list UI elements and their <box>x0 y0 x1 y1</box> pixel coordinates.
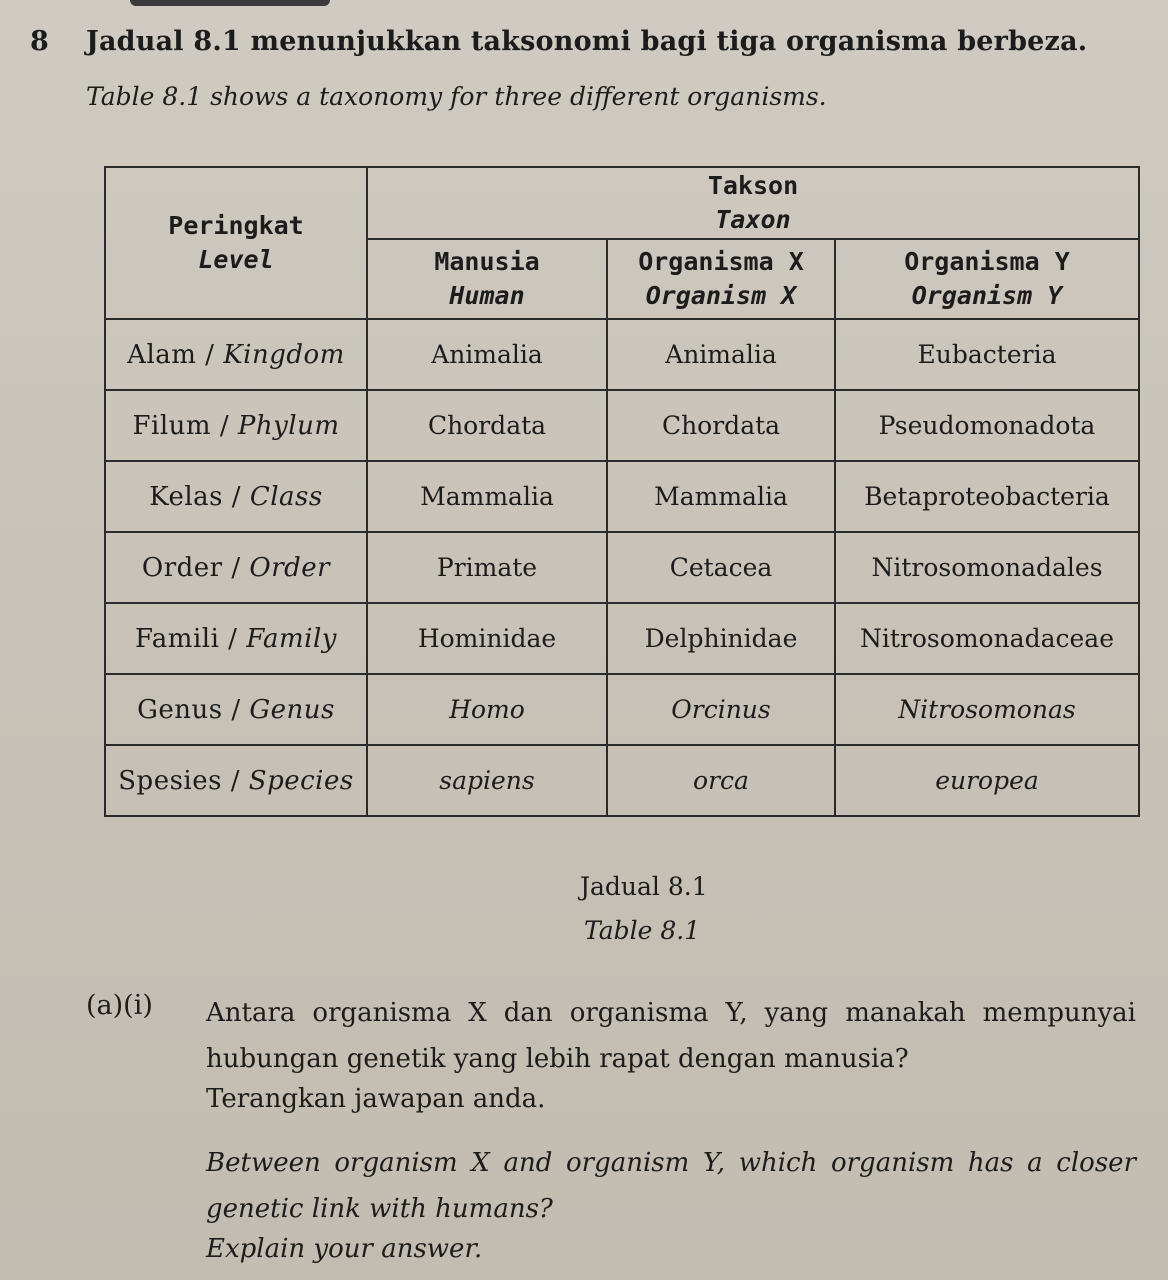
column-header-ms: Organisma X <box>638 247 804 276</box>
table-row <box>105 603 1139 674</box>
level-header-en: Level <box>198 245 274 274</box>
table-row <box>105 745 1139 816</box>
intro-malay: Jadual 8.1 menunjukkan taksonomi bagi tiga organisma berbeza. <box>86 26 1088 57</box>
header-row-top <box>105 167 1139 239</box>
level-ms: Kelas <box>149 481 224 512</box>
taxon-header-ms: Takson <box>707 171 799 200</box>
intro-english: Table 8.1 shows a taxonomy for three different organisms. <box>86 82 827 111</box>
column-header-organism-y <box>835 239 1139 319</box>
level-separator: / <box>223 481 250 512</box>
taxon-cell-human: Animalia <box>367 319 607 390</box>
level-en: Species <box>248 765 354 796</box>
level-header-ms: Peringkat <box>168 211 304 240</box>
taxon-cell-human: Primate <box>367 532 607 603</box>
taxon-cell-organism-y: Nitrosomonadaceae <box>835 603 1139 674</box>
table-caption-ms: Jadual 8.1 <box>580 872 708 901</box>
taxon-cell-human: Hominidae <box>367 603 607 674</box>
taxon-cell-organism-y: Betaproteobacteria <box>835 461 1139 532</box>
instruction-text-en: Explain your answer. <box>206 1234 483 1264</box>
level-ms: Alam <box>127 339 197 370</box>
column-header-en: Organism Y <box>911 281 1063 310</box>
taxon-cell-organism-x: orca <box>607 745 835 816</box>
level-cell <box>105 674 367 745</box>
level-ms: Filum <box>132 410 212 441</box>
question-part-label: (a)(i) <box>86 990 153 1021</box>
table-row <box>105 674 1139 745</box>
table-row <box>105 390 1139 461</box>
column-header-ms: Organisma Y <box>904 247 1070 276</box>
taxon-cell-human: Mammalia <box>367 461 607 532</box>
taxon-header-en: Taxon <box>715 205 791 234</box>
taxon-cell-organism-x: Mammalia <box>607 461 835 532</box>
question-number: 8 <box>30 26 49 57</box>
taxon-cell-organism-x: Chordata <box>607 390 835 461</box>
taxon-cell-organism-x: Orcinus <box>607 674 835 745</box>
level-separator: / <box>222 694 250 725</box>
level-header <box>105 167 367 319</box>
taxonomy-table <box>104 166 1140 817</box>
level-en: Family <box>246 623 337 654</box>
column-header-ms: Manusia <box>434 247 540 276</box>
level-en: Phylum <box>237 410 340 441</box>
level-cell <box>105 603 367 674</box>
level-cell <box>105 745 367 816</box>
column-header-human <box>367 239 607 319</box>
taxon-cell-organism-y: Eubacteria <box>835 319 1139 390</box>
level-separator: / <box>196 339 224 370</box>
level-ms: Genus <box>137 694 223 725</box>
level-ms: Order <box>141 552 223 583</box>
level-en: Genus <box>249 694 335 725</box>
taxonomy-table-wrap <box>104 166 1138 817</box>
table-caption-en: Table 8.1 <box>584 916 701 945</box>
taxon-cell-organism-y: Pseudomonadota <box>835 390 1139 461</box>
level-separator: / <box>222 552 250 583</box>
table-row <box>105 461 1139 532</box>
level-en: Class <box>249 481 323 512</box>
taxon-cell-organism-y: Nitrosomonadales <box>835 532 1139 603</box>
taxon-header <box>367 167 1139 239</box>
level-cell <box>105 390 367 461</box>
level-en: Kingdom <box>223 339 345 370</box>
instruction-text-ms: Terangkan jawapan anda. <box>206 1084 546 1114</box>
taxon-cell-human: Chordata <box>367 390 607 461</box>
taxon-cell-organism-y: Nitrosomonas <box>835 674 1139 745</box>
table-row <box>105 319 1139 390</box>
level-cell <box>105 532 367 603</box>
level-ms: Spesies <box>118 765 222 796</box>
question-text-en: Between organism X and organism Y, which organism has a closer genetic link with humans? <box>206 1148 1136 1224</box>
taxon-cell-human: Homo <box>367 674 607 745</box>
level-en: Order <box>249 552 331 583</box>
level-separator: / <box>211 410 238 441</box>
question-text-ms: Antara organisma X dan organisma Y, yang manakah mempunyai hubungan genetik yang lebih rapat dengan manusia? <box>206 998 1136 1074</box>
table-row <box>105 532 1139 603</box>
taxon-cell-organism-x: Cetacea <box>607 532 835 603</box>
level-separator: / <box>219 623 247 654</box>
taxon-cell-organism-x: Delphinidae <box>607 603 835 674</box>
column-header-en: Organism X <box>645 281 797 310</box>
level-separator: / <box>221 765 249 796</box>
column-header-en: Human <box>449 281 525 310</box>
taxon-cell-organism-y: europea <box>835 745 1139 816</box>
taxon-cell-organism-x: Animalia <box>607 319 835 390</box>
level-cell <box>105 319 367 390</box>
column-header-organism-x <box>607 239 835 319</box>
level-ms: Famili <box>135 623 220 654</box>
level-cell <box>105 461 367 532</box>
top-shadow <box>130 0 330 6</box>
taxon-cell-human: sapiens <box>367 745 607 816</box>
